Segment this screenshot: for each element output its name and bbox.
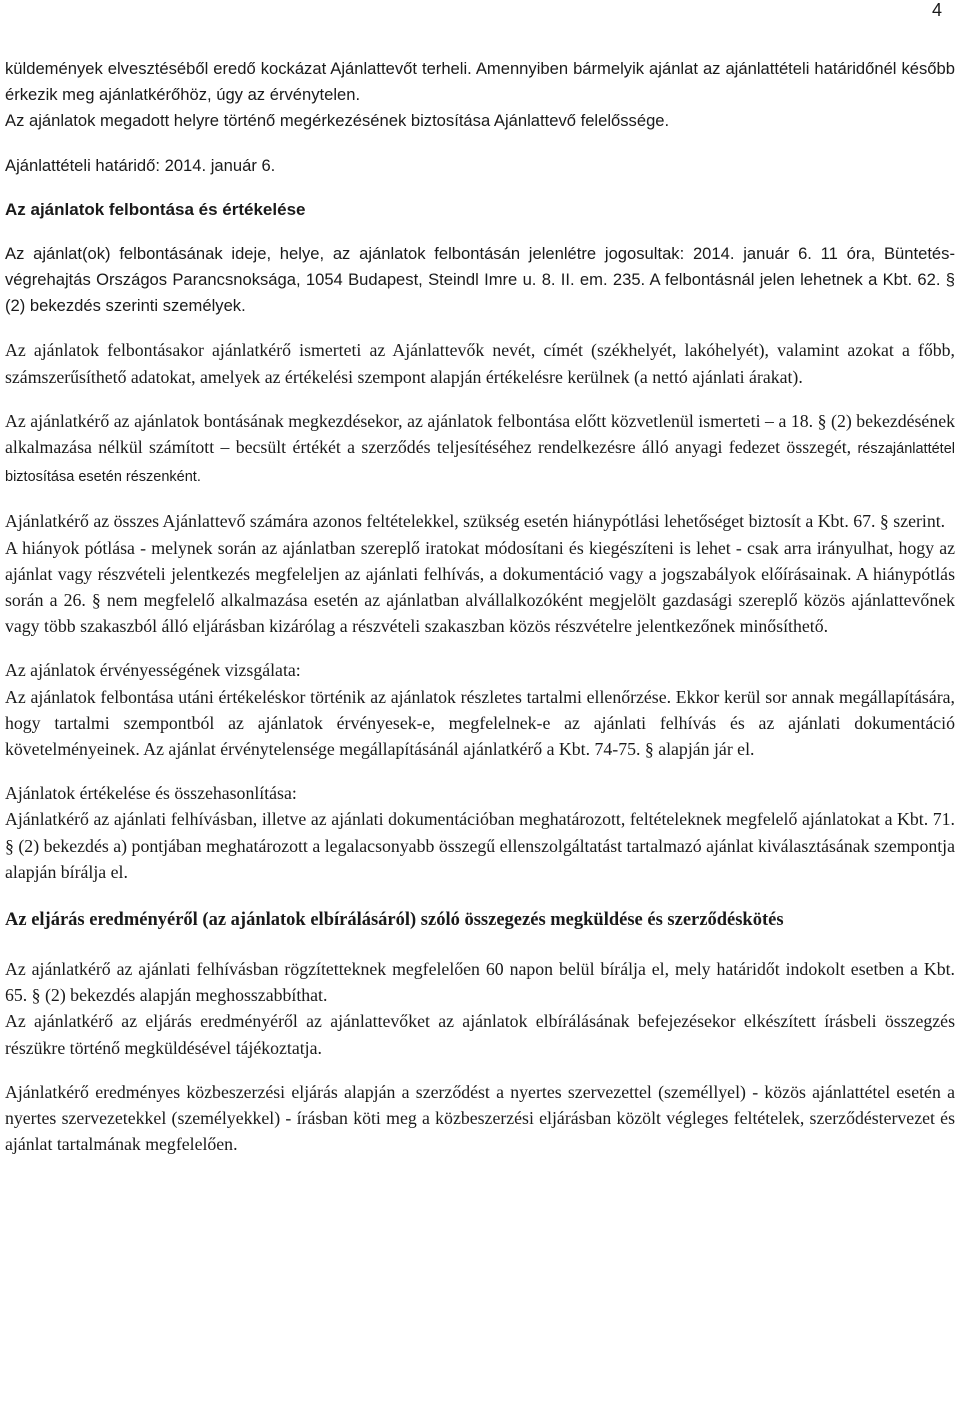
document-body [5,56,955,1158]
opening-paragraph-2 [5,408,955,491]
submission-deadline: Ajánlattételi határidő: 2014. január 6. [5,155,276,175]
intro-responsibility: Az ajánlatok megadott helyre történő megérkezésének biztosítása Ajánlattevő felelőssége. [5,111,670,131]
result-paragraph-2: Az ajánlatkérő az eljárás eredményéről az ajánlattevőket az ajánlatok elbírálásának befejezésekor elkészített írásbeli összegzés részükre történő megküldésével tájékoztatja. [5,1011,955,1058]
deficiency-remedy-details: A hiányok pótlása - melynek során az ajánlatban szereplő iratokat módosítani és kiegészíteni is lehet - csak arra irányulhat, hogy az ajánlat vagy részvételi jelentkezés megfeleljen az ajánlati felhívás, a dokumentáció vagy a jogszabályok előírásainak. A hiánypótlás során a 26. § nem megfelelő alkalmazása esetén az ajánlatban alvállalkozóként megjelölt gazdasági szereplő közös ajánlattevőnek vagy több szakaszból álló eljárásban kizárólag a részvételi szakaszban közös részvételre jelentkezőnek minősíthető. [5,537,955,637]
deficiency-remedy-paragraph: Ajánlatkérő az összes Ajánlattevő számára azonos feltételekkel, szükség esetén hiánypótlási lehetőséget biztosít a Kbt. 67. § szerint. [5,511,946,532]
page-number: 4 [932,0,943,20]
result-paragraph-1: Az ajánlatkérő az ajánlati felhívásban rögzítetteknek megfelelően 60 napon belül bírálja el, mely határidőt indokolt esetben a Kbt. 65. § (2) bekezdés alapján meghosszabbíthat. [5,959,955,1006]
opening-paragraph-2-small: részajánlattétel biztosítása esetén részenként. [5,441,955,486]
opening-heading: Az ajánlatok felbontása és értékelése [5,199,306,219]
opening-paragraph-1: Az ajánlatok felbontásakor ajánlatkérő ismerteti az Ajánlattevők nevét, címét (székhelyét, lakóhelyét), valamint azokat a főbb, számszerűsíthető adatokat, amelyek az értékelési szempont alapján értékelésre kerülnek (a nettó ajánlati árakat). [5,340,955,387]
validity-heading: Az ajánlatok érvényességének vizsgálata: [5,660,301,681]
opening-paragraph-2-main: Az ajánlatkérő az ajánlatok bontásának megkezdésekor, az ajánlatok felbontása előtt közvetlenül ismerteti – a 18. § (2) bekezdésének alkalmazása nélkül számított – becsült értékét a szerződés teljesítéséhez rendelkezésre álló anyagi fedezet összegét, [5,410,955,458]
evaluation-heading: Ajánlatok értékelése és összehasonlítása: [5,783,297,804]
contract-paragraph: Ajánlatkérő eredményes közbeszerzési eljárás alapján a szerződést a nyertes szervezettel (személlyel) - közös ajánlattétel esetén a nyertes szervezetekkel (személyekkel) - írásban köti meg a közbeszerzési eljárásban közölt végleges feltételek, szerződéstervezet és ajánlat tartalmának megfelelően. [5,1081,955,1155]
intro-paragraph: küldemények elvesztéséből eredő kockázat Ajánlattevőt terheli. Amennyiben bármelyik ajánlat az ajánlattételi határidőnél később érkezik meg ajánlatkérőhöz, úgy az érvénytelen. [5,59,955,105]
opening-time-place: Az ajánlat(ok) felbontásának ideje, helye, az ajánlatok felbontásán jelenlétre jogosultak: 2014. január 6. 11 óra, Büntetés-végrehajtás Országos Parancsnoksága, 1054 Budapest, Steindl Imre u. 8. II. em. 235. A felbontásnál jelen lehetnek a Kbt. 62. § (2) bekezdés szerinti személyek. [5,243,955,316]
evaluation-text: Ajánlatkérő az ajánlati felhívásban, illetve az ajánlati dokumentációban meghatározott, feltételeknek megfelelő ajánlatokat a Kbt. 71. § (2) bekezdés a) pontjában meghatározott a legalacsonyabb összegű ellenszolgáltatást tartalmazó ajánlat kiválasztásának szempontja alapján bírálja el. [5,809,955,882]
result-heading: Az eljárás eredményéről (az ajánlatok elbírálásáról) szóló összegezés megküldése és szerződéskötés [5,910,784,931]
validity-text: Az ajánlatok felbontása utáni értékeléskor történik az ajánlatok részletes tartalmi ellenőrzése. Ekkor kerül sor annak megállapítására, hogy tartalmi szempontból az ajánlatok érvényesek-e, megfelelnek-e az ajánlati felhívás és az ajánlati dokumentáció követelményeinek. Az ajánlat érvénytelensége megállapításánál ajánlatkérő a Kbt. 74-75. § alapján jár el. [5,686,955,760]
